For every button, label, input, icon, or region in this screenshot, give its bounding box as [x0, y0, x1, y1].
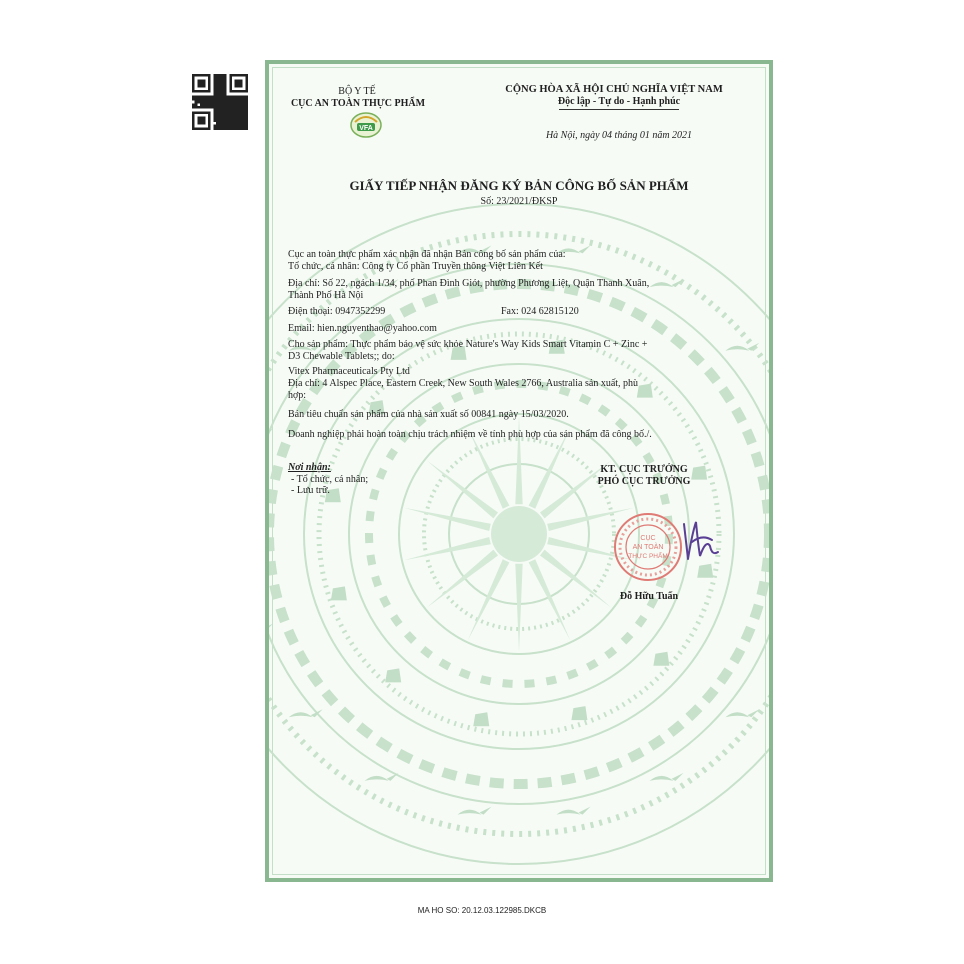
recipient-item: - Lưu trữ.: [291, 485, 330, 496]
manufacturer-address-1: Địa chỉ: 4 Alspec Place, Eastern Creek, New South Wales 2766, Australia sản xuất, phù: [288, 378, 639, 389]
motto-underline: [559, 109, 679, 110]
intro-text: Cục an toàn thực phẩm xác nhận đã nhận Bản công bố sản phẩm của:: [288, 249, 566, 260]
product-line-2: D3 Chewable Tablets;; do:: [288, 351, 395, 362]
manufacturer-address-2: hợp:: [288, 390, 307, 401]
stamp-line-1: CỤC: [640, 535, 656, 542]
record-code: MA HO SO: 20.12.03.122985.DKCB: [417, 906, 547, 915]
address-line-1: Địa chỉ: Số 22, ngách 1/34, phố Phan Đình Giót, phường Phương Liệt, Quận Thanh Xuân,: [288, 278, 650, 289]
issue-date: Hà Nội, ngày 04 tháng 01 năm 2021: [545, 130, 693, 141]
organization: Tổ chức, cá nhân: Công ty Cổ phần Truyền thông Việt Liên Kết: [288, 261, 543, 272]
standard-reference: Bản tiêu chuẩn sản phẩm của nhà sản xuất số 00841 ngày 15/03/2020.: [288, 409, 569, 420]
ministry-name: BỘ Y TẾ: [338, 86, 376, 97]
email: Email: hien.nguyenthao@yahoo.com: [288, 323, 437, 334]
national-motto: Độc lập - Tự do - Hạnh phúc: [557, 96, 681, 107]
phone: Điện thoại: 0947352299: [288, 306, 386, 317]
document-number: Số: 23/2021/ĐKSP: [480, 196, 558, 207]
handwritten-signature: [662, 504, 732, 574]
document-title: GIẤY TIẾP NHẬN ĐĂNG KÝ BẢN CÔNG BỐ SẢN PHẨM: [349, 178, 689, 193]
recipients-heading: Nơi nhận:: [288, 462, 331, 473]
address-line-2: Thành Phố Hà Nội: [288, 290, 364, 301]
stamp-line-3: THỰC PHẨM: [628, 553, 668, 560]
signer-role-1: KT. CỤC TRƯỞNG: [600, 464, 688, 475]
stamp-line-2: AN TOÀN: [632, 544, 664, 551]
manufacturer: Vitex Pharmaceuticals Pty Ltd: [288, 366, 410, 377]
qr-code: [192, 74, 248, 130]
vfa-logo: [349, 110, 383, 138]
agency-name: CỤC AN TOÀN THỰC PHẨM: [290, 98, 426, 109]
signer-name: Đỗ Hữu Tuấn: [619, 591, 679, 602]
fax: Fax: 024 62815120: [501, 306, 579, 317]
recipient-item: - Tổ chức, cá nhân;: [291, 474, 369, 485]
responsibility-statement: Doanh nghiệp phải hoàn toàn chịu trách nhiệm về tính phù hợp của sản phẩm đã công bố./.: [288, 429, 652, 440]
country-name: CỘNG HÒA XÃ HỘI CHỦ NGHĨA VIỆT NAM: [505, 84, 723, 95]
logo-text: VFA: [359, 125, 373, 132]
signer-role-2: PHÓ CỤC TRƯỞNG: [597, 476, 691, 487]
certificate: [265, 60, 773, 882]
product-line-1: Cho sản phẩm: Thực phẩm bảo vệ sức khỏe Nature's Way Kids Smart Vitamin C + Zinc +: [288, 339, 648, 350]
